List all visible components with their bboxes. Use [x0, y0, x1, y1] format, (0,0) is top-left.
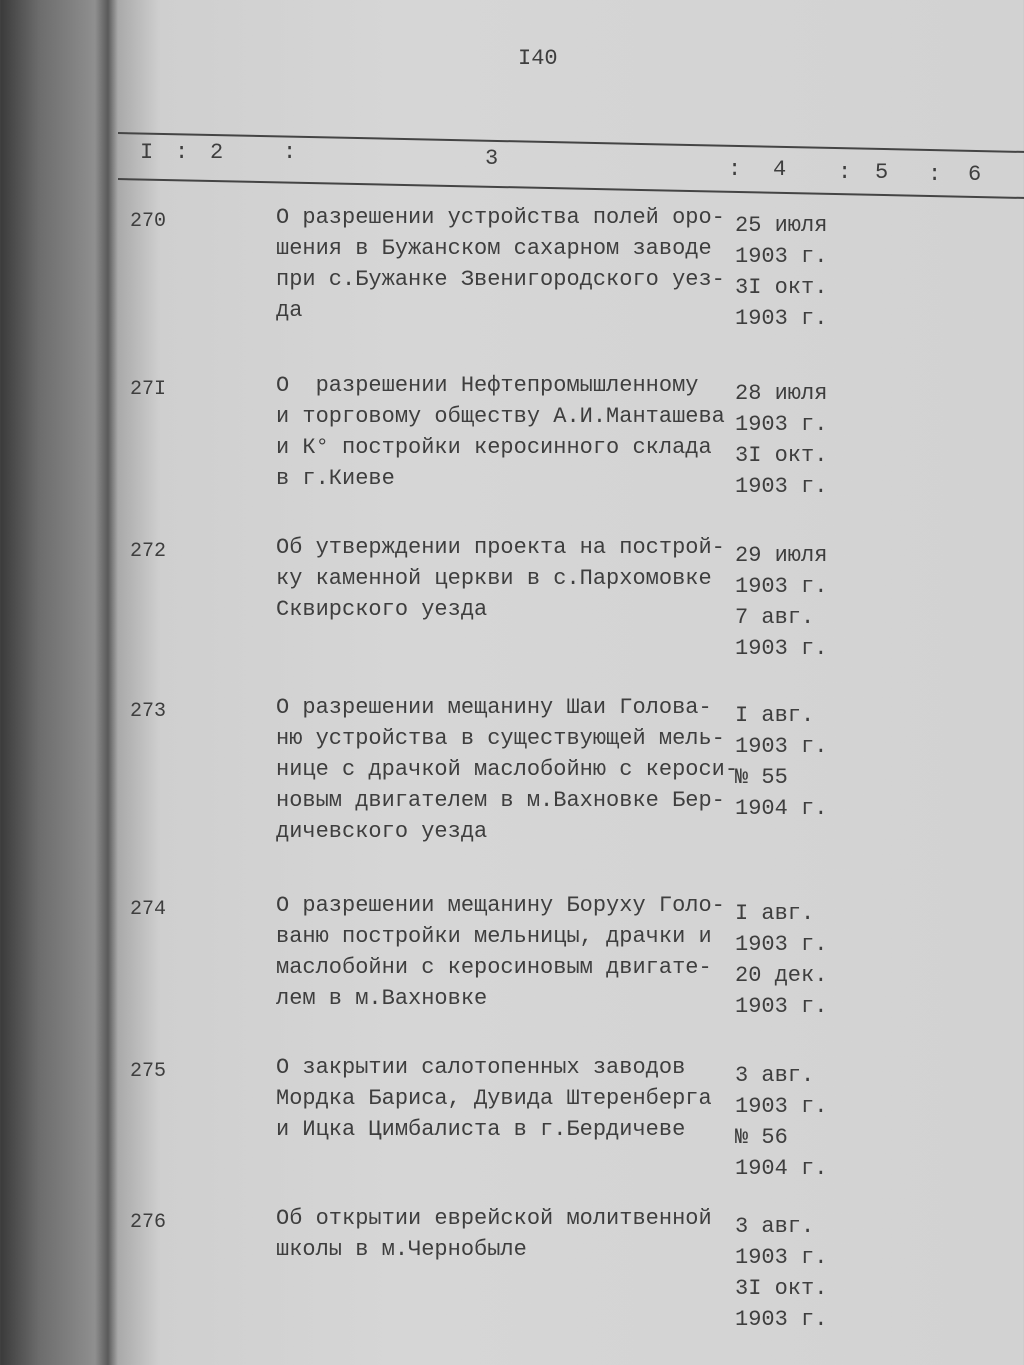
description-line: О разрешении устройства полей оро- — [276, 205, 725, 230]
description-line: Об утверждении проекта на построй- — [276, 535, 725, 560]
date-line: 28 июля — [735, 381, 828, 406]
description-line: Сквирского уезда — [276, 597, 488, 622]
col-5: 5 — [875, 160, 889, 185]
date-line: 3I окт. — [735, 443, 828, 468]
description-line: шения в Бужанском сахарном заводе — [276, 236, 712, 261]
date-line: 1903 г. — [735, 244, 828, 269]
entry-number: 275 — [130, 1060, 167, 1083]
date-line: 1903 г. — [735, 1094, 828, 1119]
entry-description — [276, 370, 736, 494]
col-3: 3 — [485, 146, 499, 171]
entry-dates — [735, 540, 827, 664]
col-4: 4 — [773, 157, 787, 182]
date-line: 3I окт. — [735, 275, 828, 300]
description-line: и Ицка Цимбалиста в г.Бердичеве — [276, 1117, 686, 1142]
entry-description — [276, 532, 736, 625]
description-line: маслобойни с керосиновым двигате- — [276, 955, 712, 980]
entry-dates — [735, 210, 827, 334]
col-6: 6 — [968, 162, 982, 187]
entry-dates — [735, 1211, 827, 1335]
entry-number: 276 — [130, 1211, 167, 1234]
entry-number: 270 — [130, 210, 167, 233]
entry-dates — [735, 898, 827, 1022]
entry-description — [276, 1052, 736, 1145]
description-line: ваню постройки мельницы, драчки и — [276, 924, 712, 949]
col-sep: : — [838, 160, 852, 185]
entry-dates — [735, 378, 827, 502]
date-line: 1903 г. — [735, 1307, 828, 1332]
description-line: О разрешении мещанину Шаи Голова- — [276, 695, 712, 720]
description-line: Об открытии еврейской молитвенной — [276, 1206, 712, 1231]
date-line: 1903 г. — [735, 574, 828, 599]
date-line: 1904 г. — [735, 1156, 828, 1181]
entry-description — [276, 1203, 736, 1265]
entry-number: 274 — [130, 898, 167, 921]
description-line: ку каменной церкви в с.Пархомовке — [276, 566, 712, 591]
col-1: I — [140, 140, 154, 165]
date-line: 1903 г. — [735, 412, 828, 437]
date-line: 1903 г. — [735, 306, 828, 331]
description-line: О закрытии салотопенных заводов — [276, 1055, 686, 1080]
description-line: новым двигателем в м.Вахновке Бер- — [276, 788, 725, 813]
description-line: и торговому обществу А.И.Манташева — [276, 404, 725, 429]
date-line: 20 дек. — [735, 963, 828, 988]
date-line: № 55 — [735, 765, 788, 790]
col-sep: : — [728, 157, 742, 182]
entry-dates — [735, 700, 827, 824]
description-line: да — [276, 298, 303, 323]
col-sep: : — [283, 140, 297, 165]
entry-description — [276, 202, 736, 326]
description-line: при с.Бужанке Звенигородского уез- — [276, 267, 725, 292]
entry-number: 272 — [130, 540, 167, 563]
entry-description — [276, 890, 736, 1014]
description-line: и К° постройки керосинного склада — [276, 435, 712, 460]
date-line: 1903 г. — [735, 932, 828, 957]
date-line: 1903 г. — [735, 1245, 828, 1270]
date-line: 25 июля — [735, 213, 828, 238]
date-line: I авг. — [735, 901, 815, 926]
description-line: в г.Киеве — [276, 466, 395, 491]
col-sep: : — [175, 140, 189, 165]
date-line: № 56 — [735, 1125, 788, 1150]
date-line: 29 июля — [735, 543, 828, 568]
description-line: лем в м.Вахновке — [276, 986, 488, 1011]
description-line: Мордка Бариса, Дувида Штеренберга — [276, 1086, 712, 1111]
description-line: нице с драчкой маслобойню с кероси- — [276, 757, 739, 782]
description-line: дичевского уезда — [276, 819, 488, 844]
date-line: I авг. — [735, 703, 815, 728]
date-line: 3I окт. — [735, 1276, 828, 1301]
date-line: 1903 г. — [735, 474, 828, 499]
table-header-top-rule — [118, 132, 1024, 153]
date-line: 7 авг. — [735, 605, 815, 630]
entry-dates — [735, 1060, 827, 1184]
date-line: 1903 г. — [735, 636, 828, 661]
description-line: школы в м.Чернобыле — [276, 1237, 527, 1262]
date-line: 1904 г. — [735, 796, 828, 821]
date-line: 1903 г. — [735, 734, 828, 759]
description-line: О разрешении Нефтепромышленному — [276, 373, 699, 398]
date-line: 1903 г. — [735, 994, 828, 1019]
page-number: I40 — [518, 46, 558, 71]
date-line: 3 авг. — [735, 1063, 815, 1088]
entry-number: 273 — [130, 700, 167, 723]
col-2: 2 — [210, 140, 224, 165]
description-line: О разрешении мещанину Боруху Голо- — [276, 893, 725, 918]
entry-description — [276, 692, 739, 847]
description-line: ню устройства в существующей мель- — [276, 726, 725, 751]
date-line: 3 авг. — [735, 1214, 815, 1239]
col-sep: : — [928, 162, 942, 187]
entry-number: 27I — [130, 378, 167, 401]
